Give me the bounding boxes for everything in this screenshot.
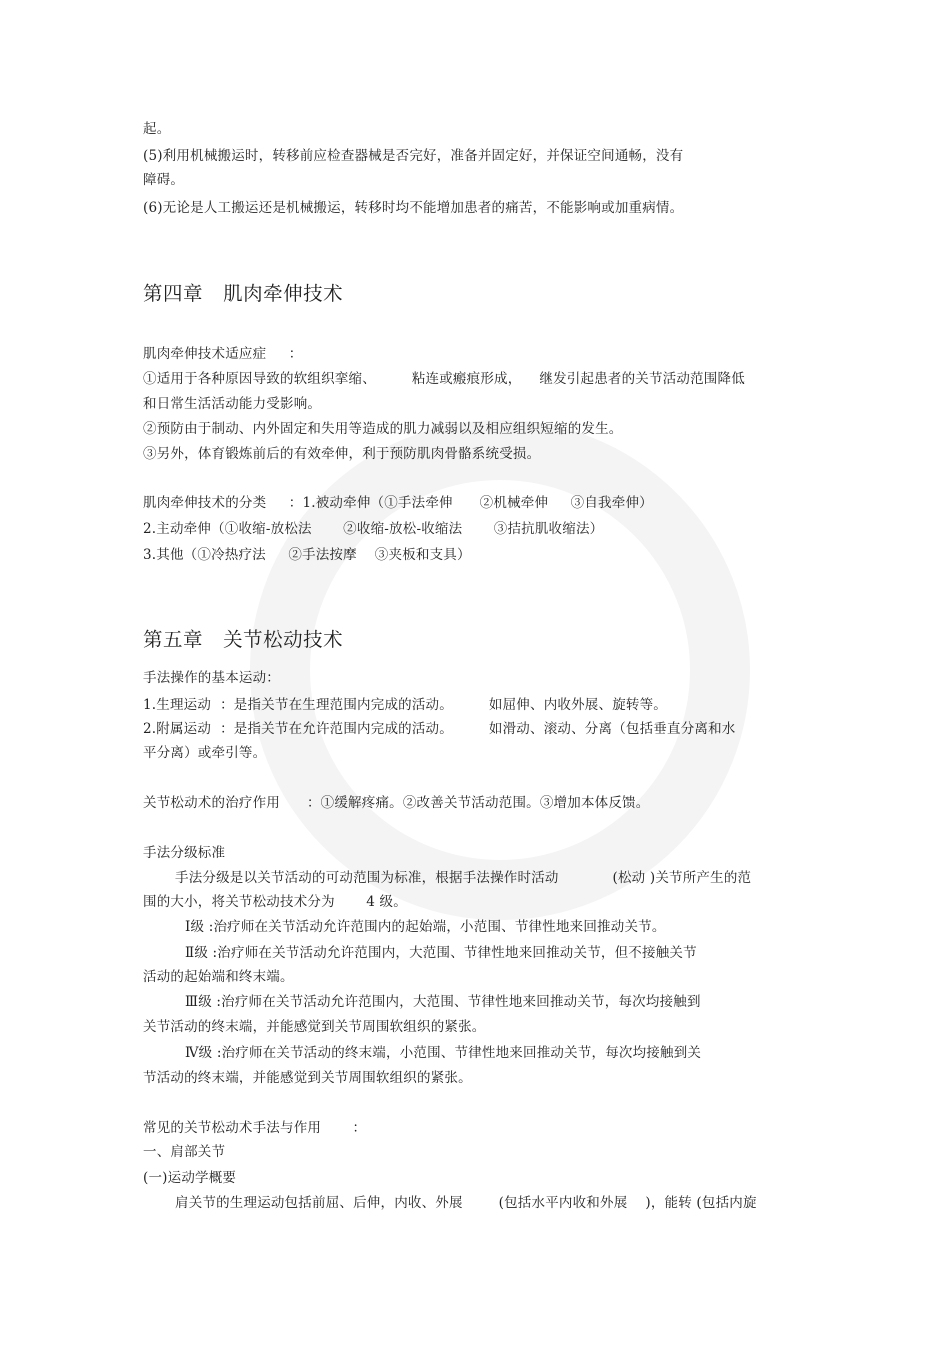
text-line: Ⅲ级 :治疗师在关节活动允许范围内，大范围、节律性地来回推动关节，每次均接触到 xyxy=(176,994,701,1010)
text-line: 围的大小，将关节松动技术分为 4 级。 xyxy=(143,894,407,910)
text-line: 和日常生活活动能力受影响。 xyxy=(143,396,322,412)
text-line: 2.附属运动 ：是指关节在允许范围内完成的活动。 如滑动、滚动、分离（包括垂直分离和水 xyxy=(143,721,736,737)
text-line: 关节松动术的治疗作用 ：①缓解疼痛。②改善关节活动范围。③增加本体反馈。 xyxy=(143,795,650,811)
chapter-title: 第四章 肌肉牵伸技术 xyxy=(143,282,344,305)
text-line: (6)无论是人工搬运还是机械搬运，转移时均不能增加患者的痛苦，不能影响或加重病情。 xyxy=(143,200,684,216)
text-line: 起。 xyxy=(143,121,171,137)
text-line: 活动的起始端和终末端。 xyxy=(143,969,294,985)
text-line: Ⅳ级 :治疗师在关节活动的终末端，小范围、节律性地来回推动关节，每次均接触到关 xyxy=(176,1045,702,1061)
text-line: 肌肉牵伸技术适应症 ： xyxy=(143,346,303,362)
text-line: 一、肩部关节 xyxy=(143,1144,226,1160)
text-line: 关节活动的终末端，并能感觉到关节周围软组织的紧张。 xyxy=(143,1019,486,1035)
chapter-title: 第五章 关节松动技术 xyxy=(143,628,344,651)
text-line: 肩关节的生理运动包括前屈、后伸，内收、外展 (包括水平内收和外展 )，能转 (包括内旋 xyxy=(175,1195,757,1211)
text-line: 3.其他（①冷热疗法 ②手法按摩 ③夹板和支具） xyxy=(143,547,471,563)
text-line: (一)运动学概要 xyxy=(143,1170,237,1186)
text-line: (5)利用机械搬运时，转移前应检查器械是否完好，准备并固定好，并保证空间通畅，没有 xyxy=(143,148,684,164)
text-line: Ⅰ级 :治疗师在关节活动允许范围内的起始端，小范围、节律性地来回推动关节。 xyxy=(176,919,666,935)
text-line: 肌肉牵伸技术的分类 ：1.被动牵伸（①手法牵伸 ②机械牵伸 ③自我牵伸） xyxy=(143,495,653,511)
text-line: ③另外，体育锻炼前后的有效牵伸，利于预防肌肉骨骼系统受损。 xyxy=(143,446,541,462)
text-line: 2.主动牵伸（①收缩-放松法 ②收缩-放松-收缩法 ③拮抗肌收缩法） xyxy=(143,521,604,537)
text-line: ①适用于各种原因导致的软组织挛缩、 粘连或瘢痕形成， 继发引起患者的关节活动范围降低 xyxy=(143,371,745,387)
text-line: 手法分级是以关节活动的可动范围为标准，根据手法操作时活动 (松动 )关节所产生的范 xyxy=(175,870,752,886)
text-line: 障碍。 xyxy=(143,172,185,188)
text-line: 1.生理运动 ：是指关节在生理范围内完成的活动。 如屈伸、内收外展、旋转等。 xyxy=(143,697,667,713)
text-line: 手法分级标准 xyxy=(143,845,226,861)
text-line: Ⅱ级 :治疗师在关节活动允许范围内，大范围、节律性地来回推动关节，但不接触关节 xyxy=(176,945,697,961)
text-line: 平分离）或牵引等。 xyxy=(143,745,267,761)
text-line: 手法操作的基本运动： xyxy=(143,670,280,686)
text-line: ②预防由于制动、内外固定和失用等造成的肌力减弱以及相应组织短缩的发生。 xyxy=(143,421,623,437)
text-line: 常见的关节松动术手法与作用 ： xyxy=(143,1120,367,1136)
text-line: 节活动的终末端，并能感觉到关节周围软组织的紧张。 xyxy=(143,1070,472,1086)
